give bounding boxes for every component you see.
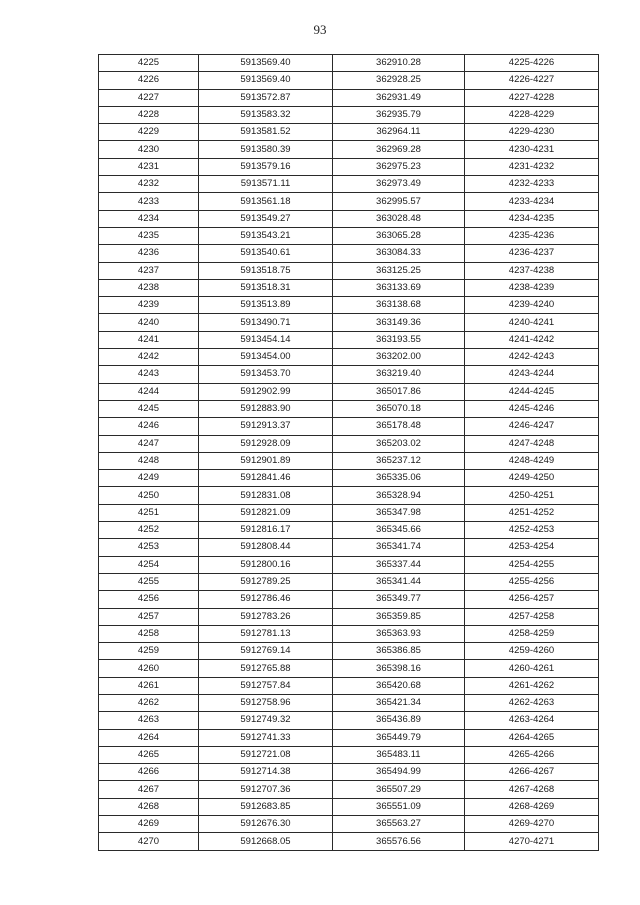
x-coordinate-cell: 5913572.87 (199, 89, 333, 106)
point-number-cell: 4238 (99, 279, 199, 296)
table-row (99, 452, 599, 469)
x-coordinate-cell: 5912816.17 (199, 522, 333, 539)
point-number-cell: 4240 (99, 314, 199, 331)
table-row (99, 141, 599, 158)
table-row (99, 764, 599, 781)
point-number-cell: 4257 (99, 608, 199, 625)
y-coordinate-cell: 365363.93 (333, 625, 465, 642)
x-coordinate-cell: 5912668.05 (199, 833, 333, 850)
x-coordinate-cell: 5912808.44 (199, 539, 333, 556)
y-coordinate-cell: 365563.27 (333, 816, 465, 833)
segment-cell: 4239-4240 (465, 297, 599, 314)
table-row (99, 158, 599, 175)
x-coordinate-cell: 5912741.33 (199, 729, 333, 746)
segment-cell: 4267-4268 (465, 781, 599, 798)
table-row (99, 55, 599, 72)
segment-cell: 4236-4237 (465, 245, 599, 262)
y-coordinate-cell: 365449.79 (333, 729, 465, 746)
segment-cell: 4258-4259 (465, 625, 599, 642)
y-coordinate-cell: 365203.02 (333, 435, 465, 452)
y-coordinate-cell: 365237.12 (333, 452, 465, 469)
y-coordinate-cell: 363133.69 (333, 279, 465, 296)
table-row (99, 245, 599, 262)
x-coordinate-cell: 5912758.96 (199, 694, 333, 711)
table-row (99, 349, 599, 366)
x-coordinate-cell: 5912928.09 (199, 435, 333, 452)
point-number-cell: 4260 (99, 660, 199, 677)
y-coordinate-cell: 365178.48 (333, 418, 465, 435)
point-number-cell: 4241 (99, 331, 199, 348)
y-coordinate-cell: 365341.74 (333, 539, 465, 556)
y-coordinate-cell: 362973.49 (333, 176, 465, 193)
segment-cell: 4265-4266 (465, 746, 599, 763)
x-coordinate-cell: 5912786.46 (199, 591, 333, 608)
point-number-cell: 4256 (99, 591, 199, 608)
page-number: 93 (313, 22, 327, 37)
y-coordinate-cell: 362964.11 (333, 124, 465, 141)
coordinates-table (98, 54, 599, 851)
point-number-cell: 4264 (99, 729, 199, 746)
segment-cell: 4253-4254 (465, 539, 599, 556)
x-coordinate-cell: 5913569.40 (199, 72, 333, 89)
y-coordinate-cell: 362975.23 (333, 158, 465, 175)
y-coordinate-cell: 365328.94 (333, 487, 465, 504)
point-number-cell: 4269 (99, 816, 199, 833)
x-coordinate-cell: 5912789.25 (199, 573, 333, 590)
y-coordinate-cell: 365420.68 (333, 677, 465, 694)
x-coordinate-cell: 5912707.36 (199, 781, 333, 798)
point-number-cell: 4229 (99, 124, 199, 141)
segment-cell: 4234-4235 (465, 210, 599, 227)
x-coordinate-cell: 5913543.21 (199, 227, 333, 244)
x-coordinate-cell: 5912902.99 (199, 383, 333, 400)
table-row (99, 89, 599, 106)
point-number-cell: 4244 (99, 383, 199, 400)
y-coordinate-cell: 363084.33 (333, 245, 465, 262)
x-coordinate-cell: 5912831.08 (199, 487, 333, 504)
point-number-cell: 4225 (99, 55, 199, 72)
point-number-cell: 4252 (99, 522, 199, 539)
table-row (99, 331, 599, 348)
x-coordinate-cell: 5913569.40 (199, 55, 333, 72)
segment-cell: 4245-4246 (465, 400, 599, 417)
y-coordinate-cell: 363149.36 (333, 314, 465, 331)
segment-cell: 4226-4227 (465, 72, 599, 89)
table-row (99, 816, 599, 833)
segment-cell: 4268-4269 (465, 798, 599, 815)
x-coordinate-cell: 5912783.26 (199, 608, 333, 625)
table-row (99, 470, 599, 487)
table-row (99, 522, 599, 539)
y-coordinate-cell: 363202.00 (333, 349, 465, 366)
x-coordinate-cell: 5913581.52 (199, 124, 333, 141)
x-coordinate-cell: 5912749.32 (199, 712, 333, 729)
x-coordinate-cell: 5912821.09 (199, 504, 333, 521)
segment-cell: 4260-4261 (465, 660, 599, 677)
point-number-cell: 4253 (99, 539, 199, 556)
point-number-cell: 4230 (99, 141, 199, 158)
point-number-cell: 4247 (99, 435, 199, 452)
table-row (99, 677, 599, 694)
segment-cell: 4228-4229 (465, 106, 599, 123)
y-coordinate-cell: 365386.85 (333, 643, 465, 660)
y-coordinate-cell: 365359.85 (333, 608, 465, 625)
x-coordinate-cell: 5913518.31 (199, 279, 333, 296)
y-coordinate-cell: 363138.68 (333, 297, 465, 314)
point-number-cell: 4227 (99, 89, 199, 106)
segment-cell: 4232-4233 (465, 176, 599, 193)
x-coordinate-cell: 5912714.38 (199, 764, 333, 781)
point-number-cell: 4237 (99, 262, 199, 279)
segment-cell: 4255-4256 (465, 573, 599, 590)
x-coordinate-cell: 5913579.16 (199, 158, 333, 175)
y-coordinate-cell: 365070.18 (333, 400, 465, 417)
segment-cell: 4231-4232 (465, 158, 599, 175)
table-row (99, 712, 599, 729)
table-row (99, 279, 599, 296)
table-row (99, 72, 599, 89)
table-row (99, 262, 599, 279)
point-number-cell: 4249 (99, 470, 199, 487)
segment-cell: 4269-4270 (465, 816, 599, 833)
segment-cell: 4251-4252 (465, 504, 599, 521)
point-number-cell: 4268 (99, 798, 199, 815)
point-number-cell: 4261 (99, 677, 199, 694)
table-row (99, 643, 599, 660)
segment-cell: 4227-4228 (465, 89, 599, 106)
segment-cell: 4229-4230 (465, 124, 599, 141)
x-coordinate-cell: 5913490.71 (199, 314, 333, 331)
table-row (99, 227, 599, 244)
table-row (99, 314, 599, 331)
table-row (99, 573, 599, 590)
point-number-cell: 4266 (99, 764, 199, 781)
y-coordinate-cell: 363193.55 (333, 331, 465, 348)
table-row (99, 504, 599, 521)
x-coordinate-cell: 5913561.18 (199, 193, 333, 210)
x-coordinate-cell: 5913454.00 (199, 349, 333, 366)
segment-cell: 4246-4247 (465, 418, 599, 435)
segment-cell: 4237-4238 (465, 262, 599, 279)
point-number-cell: 4236 (99, 245, 199, 262)
y-coordinate-cell: 365398.16 (333, 660, 465, 677)
x-coordinate-cell: 5912683.85 (199, 798, 333, 815)
table-row (99, 781, 599, 798)
segment-cell: 4233-4234 (465, 193, 599, 210)
x-coordinate-cell: 5912757.84 (199, 677, 333, 694)
segment-cell: 4248-4249 (465, 452, 599, 469)
point-number-cell: 4234 (99, 210, 199, 227)
point-number-cell: 4258 (99, 625, 199, 642)
x-coordinate-cell: 5912721.08 (199, 746, 333, 763)
segment-cell: 4241-4242 (465, 331, 599, 348)
table-row (99, 556, 599, 573)
point-number-cell: 4255 (99, 573, 199, 590)
table-row (99, 746, 599, 763)
x-coordinate-cell: 5913454.14 (199, 331, 333, 348)
segment-cell: 4263-4264 (465, 712, 599, 729)
segment-cell: 4262-4263 (465, 694, 599, 711)
segment-cell: 4225-4226 (465, 55, 599, 72)
segment-cell: 4259-4260 (465, 643, 599, 660)
x-coordinate-cell: 5912841.46 (199, 470, 333, 487)
table-row (99, 608, 599, 625)
table-row (99, 539, 599, 556)
y-coordinate-cell: 365337.44 (333, 556, 465, 573)
y-coordinate-cell: 365436.89 (333, 712, 465, 729)
coordinates-table-body (99, 55, 599, 851)
segment-cell: 4230-4231 (465, 141, 599, 158)
point-number-cell: 4239 (99, 297, 199, 314)
point-number-cell: 4267 (99, 781, 199, 798)
table-row (99, 487, 599, 504)
segment-cell: 4270-4271 (465, 833, 599, 850)
table-row (99, 625, 599, 642)
point-number-cell: 4231 (99, 158, 199, 175)
segment-cell: 4240-4241 (465, 314, 599, 331)
point-number-cell: 4251 (99, 504, 199, 521)
x-coordinate-cell: 5912901.89 (199, 452, 333, 469)
x-coordinate-cell: 5912769.14 (199, 643, 333, 660)
segment-cell: 4261-4262 (465, 677, 599, 694)
x-coordinate-cell: 5912676.30 (199, 816, 333, 833)
y-coordinate-cell: 362931.49 (333, 89, 465, 106)
y-coordinate-cell: 362969.28 (333, 141, 465, 158)
y-coordinate-cell: 365341.44 (333, 573, 465, 590)
segment-cell: 4242-4243 (465, 349, 599, 366)
y-coordinate-cell: 365335.06 (333, 470, 465, 487)
table-row (99, 366, 599, 383)
x-coordinate-cell: 5913571.11 (199, 176, 333, 193)
segment-cell: 4264-4265 (465, 729, 599, 746)
y-coordinate-cell: 363028.48 (333, 210, 465, 227)
segment-cell: 4252-4253 (465, 522, 599, 539)
point-number-cell: 4248 (99, 452, 199, 469)
y-coordinate-cell: 365494.99 (333, 764, 465, 781)
table-row (99, 400, 599, 417)
y-coordinate-cell: 365345.66 (333, 522, 465, 539)
table-row (99, 210, 599, 227)
y-coordinate-cell: 365576.56 (333, 833, 465, 850)
table-row (99, 798, 599, 815)
x-coordinate-cell: 5913580.39 (199, 141, 333, 158)
point-number-cell: 4228 (99, 106, 199, 123)
x-coordinate-cell: 5912765.88 (199, 660, 333, 677)
table-row (99, 729, 599, 746)
y-coordinate-cell: 365349.77 (333, 591, 465, 608)
segment-cell: 4256-4257 (465, 591, 599, 608)
point-number-cell: 4245 (99, 400, 199, 417)
y-coordinate-cell: 365483.11 (333, 746, 465, 763)
x-coordinate-cell: 5913540.61 (199, 245, 333, 262)
x-coordinate-cell: 5913549.27 (199, 210, 333, 227)
y-coordinate-cell: 365421.34 (333, 694, 465, 711)
y-coordinate-cell: 365347.98 (333, 504, 465, 521)
y-coordinate-cell: 362910.28 (333, 55, 465, 72)
x-coordinate-cell: 5912883.90 (199, 400, 333, 417)
segment-cell: 4238-4239 (465, 279, 599, 296)
x-coordinate-cell: 5912800.16 (199, 556, 333, 573)
segment-cell: 4254-4255 (465, 556, 599, 573)
y-coordinate-cell: 365551.09 (333, 798, 465, 815)
y-coordinate-cell: 363125.25 (333, 262, 465, 279)
segment-cell: 4266-4267 (465, 764, 599, 781)
point-number-cell: 4233 (99, 193, 199, 210)
point-number-cell: 4246 (99, 418, 199, 435)
table-row (99, 591, 599, 608)
table-row (99, 297, 599, 314)
x-coordinate-cell: 5912913.37 (199, 418, 333, 435)
table-row (99, 383, 599, 400)
table-row (99, 106, 599, 123)
point-number-cell: 4226 (99, 72, 199, 89)
table-row (99, 193, 599, 210)
table-row (99, 124, 599, 141)
point-number-cell: 4265 (99, 746, 199, 763)
point-number-cell: 4254 (99, 556, 199, 573)
point-number-cell: 4259 (99, 643, 199, 660)
point-number-cell: 4232 (99, 176, 199, 193)
y-coordinate-cell: 362995.57 (333, 193, 465, 210)
y-coordinate-cell: 363219.40 (333, 366, 465, 383)
point-number-cell: 4263 (99, 712, 199, 729)
segment-cell: 4243-4244 (465, 366, 599, 383)
point-number-cell: 4242 (99, 349, 199, 366)
point-number-cell: 4243 (99, 366, 199, 383)
point-number-cell: 4270 (99, 833, 199, 850)
x-coordinate-cell: 5913583.32 (199, 106, 333, 123)
point-number-cell: 4250 (99, 487, 199, 504)
x-coordinate-cell: 5913453.70 (199, 366, 333, 383)
table-row (99, 660, 599, 677)
x-coordinate-cell: 5913513.89 (199, 297, 333, 314)
point-number-cell: 4262 (99, 694, 199, 711)
x-coordinate-cell: 5912781.13 (199, 625, 333, 642)
table-row (99, 435, 599, 452)
y-coordinate-cell: 362928.25 (333, 72, 465, 89)
y-coordinate-cell: 362935.79 (333, 106, 465, 123)
table-row (99, 833, 599, 850)
table-row (99, 176, 599, 193)
point-number-cell: 4235 (99, 227, 199, 244)
segment-cell: 4257-4258 (465, 608, 599, 625)
segment-cell: 4235-4236 (465, 227, 599, 244)
x-coordinate-cell: 5913518.75 (199, 262, 333, 279)
y-coordinate-cell: 365017.86 (333, 383, 465, 400)
y-coordinate-cell: 363065.28 (333, 227, 465, 244)
y-coordinate-cell: 365507.29 (333, 781, 465, 798)
segment-cell: 4244-4245 (465, 383, 599, 400)
table-row (99, 694, 599, 711)
segment-cell: 4250-4251 (465, 487, 599, 504)
segment-cell: 4249-4250 (465, 470, 599, 487)
table-row (99, 418, 599, 435)
segment-cell: 4247-4248 (465, 435, 599, 452)
